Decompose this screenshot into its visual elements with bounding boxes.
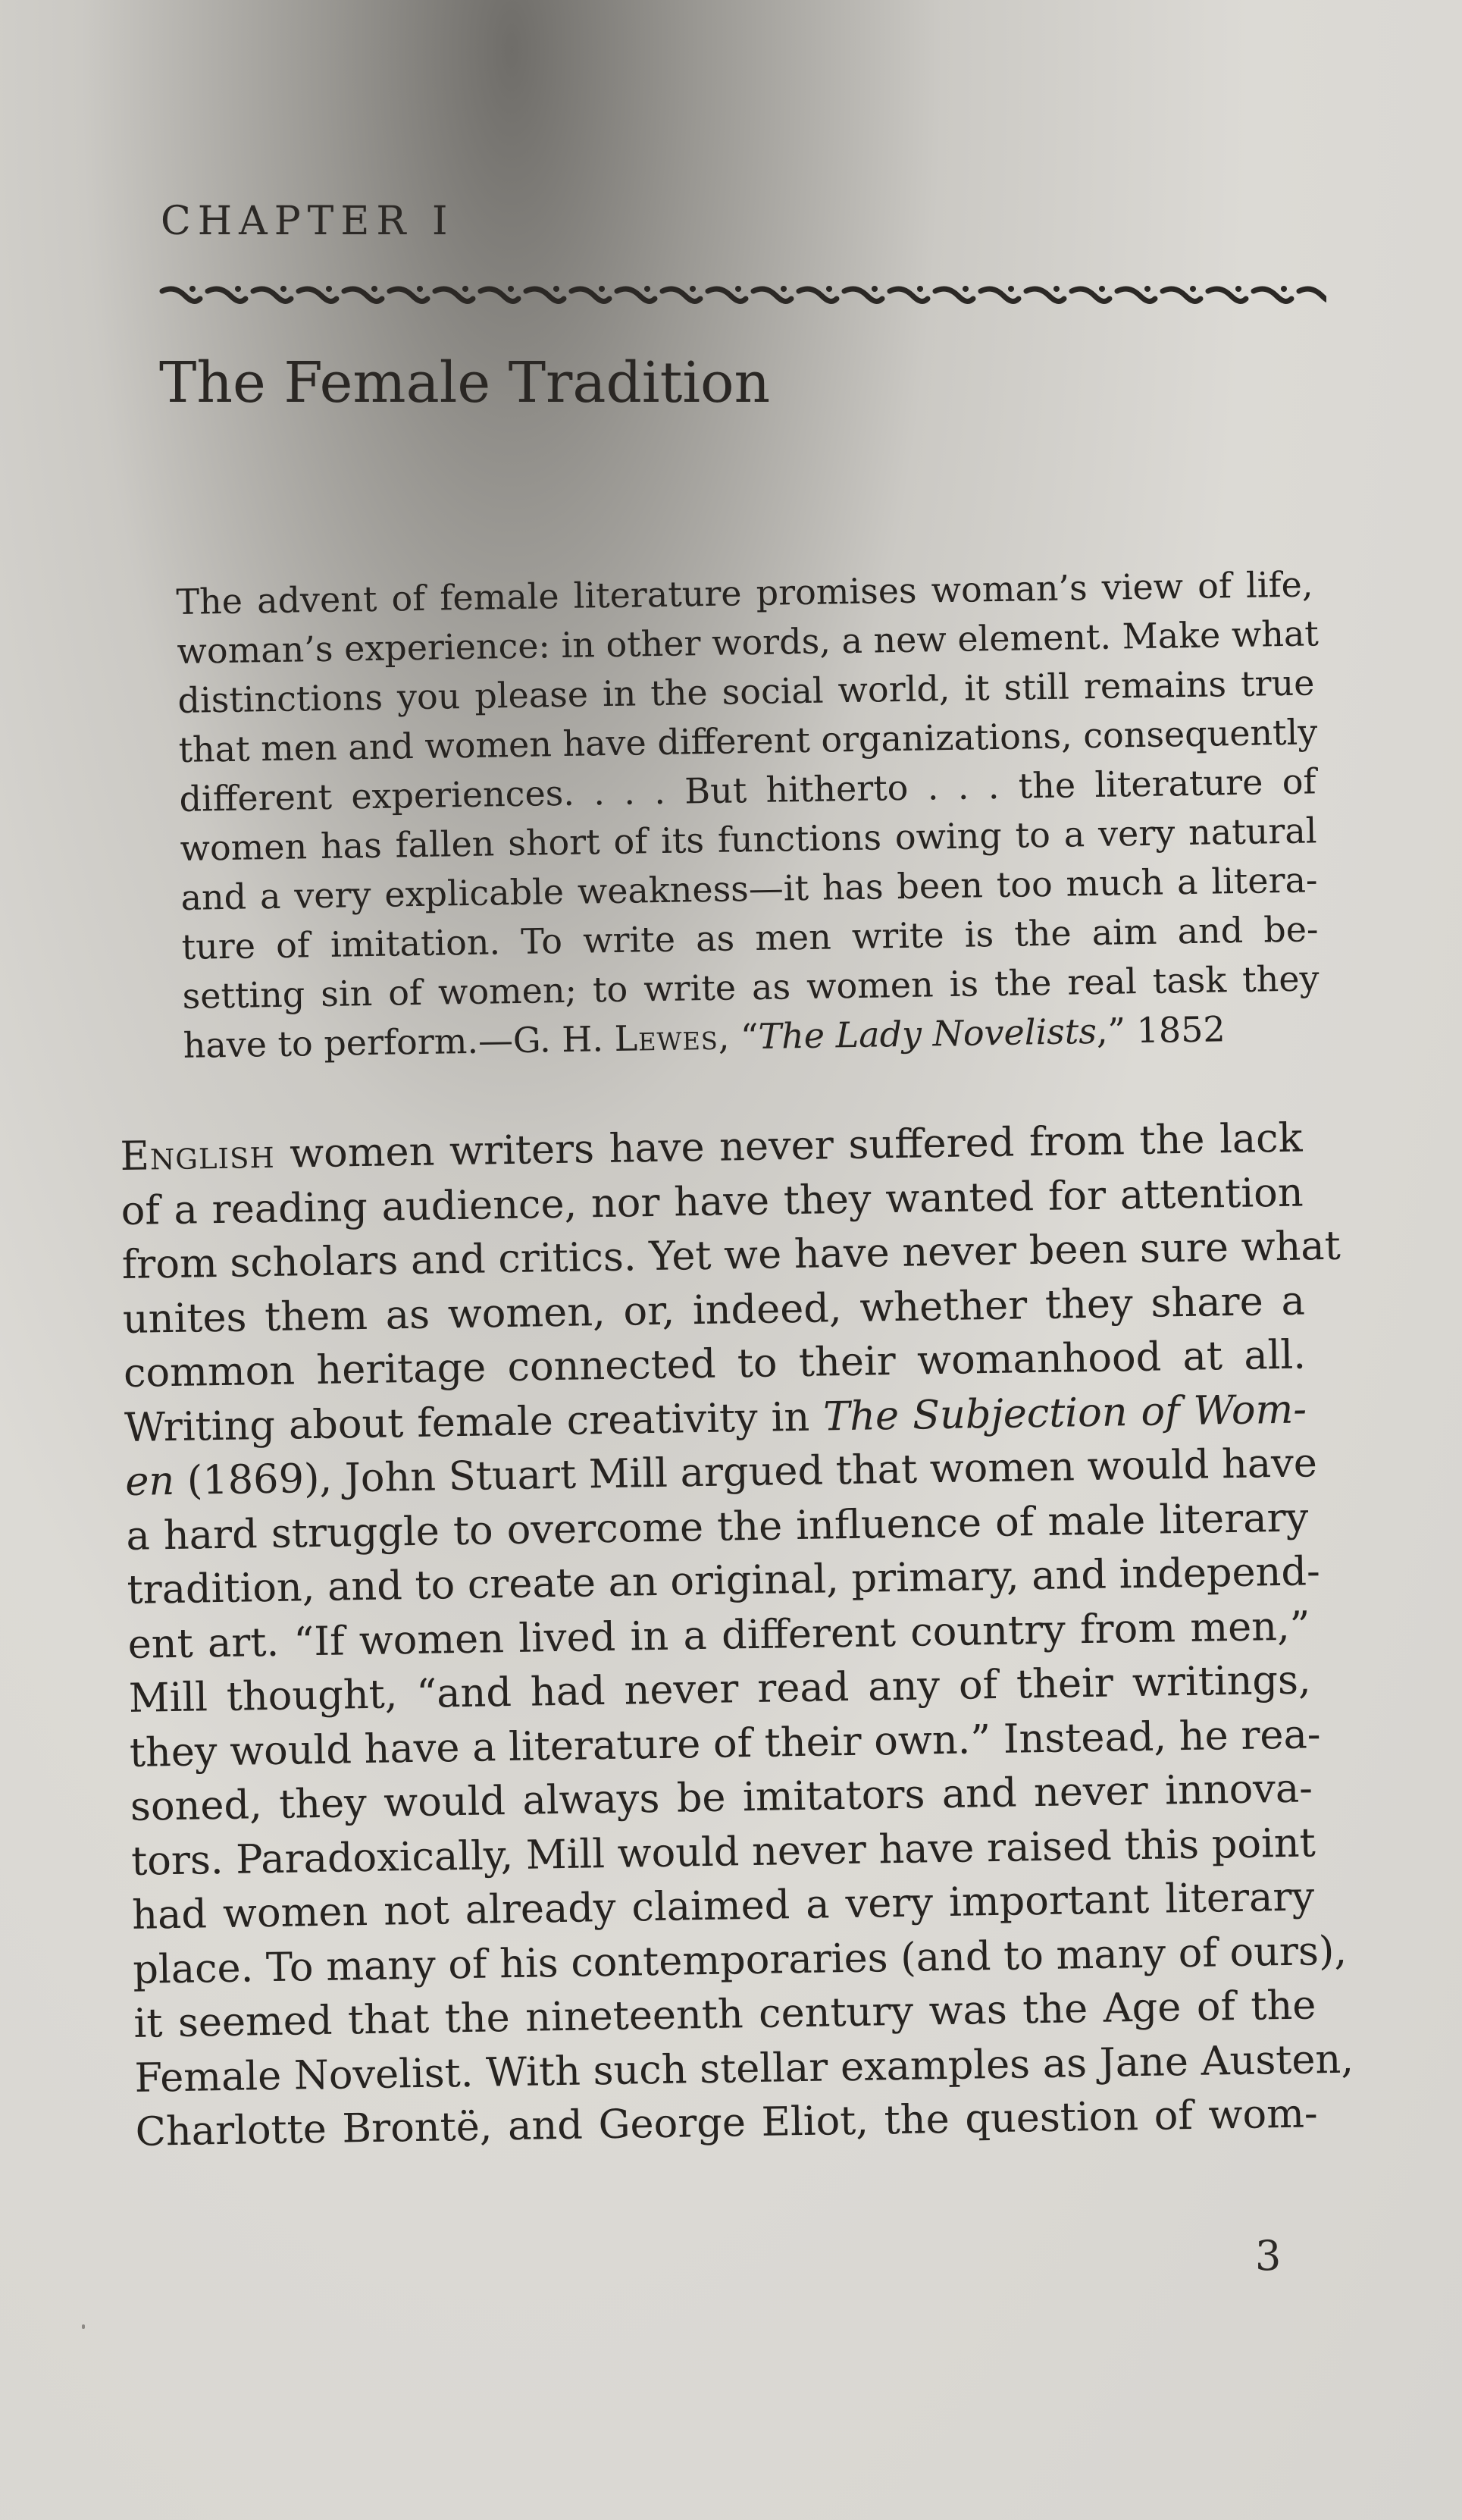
body-line: tors. Paradoxically, Mill would never have raised this point bbox=[130, 1819, 1316, 1885]
page-number: 3 bbox=[1255, 2232, 1282, 2280]
epigraph-line: and a very explicable weakness—it has been too much a litera- bbox=[180, 859, 1318, 918]
work-title: The Lady Novelists bbox=[758, 1010, 1097, 1058]
body-line: from scholars and critics. Yet we have never been sure what bbox=[121, 1222, 1341, 1288]
book-title: The Subjection of Wom- bbox=[822, 1385, 1307, 1440]
epigraph bbox=[176, 559, 1320, 1070]
body-line: a hard struggle to overcome the influence of male literary bbox=[125, 1494, 1309, 1559]
body-line: Charlotte Brontë, and George Eliot, the question of wom- bbox=[135, 2090, 1319, 2155]
body-line: tradition, and to create an original, primary, and independ- bbox=[127, 1548, 1321, 1613]
epigraph-line: setting sin of women; to write as women is the real task they bbox=[182, 958, 1320, 1017]
body-line-text: women writers have never suffered from the lack bbox=[274, 1114, 1303, 1177]
quote-close: ,” 1852 bbox=[1096, 1008, 1226, 1052]
body-line: Mill thought, “and had never read any of their writings, bbox=[128, 1656, 1312, 1722]
epigraph-line: ture of imitation. To write as men write is the aim and be- bbox=[181, 908, 1319, 967]
chapter-label: CHAPTER I bbox=[161, 199, 455, 244]
chapter-title: The Female Tradition bbox=[159, 350, 771, 415]
body-line-text: (1869), John Stuart Mill argued that women would have bbox=[174, 1440, 1318, 1504]
body-line: it seemed that the nineteenth century was the Age of the bbox=[133, 1982, 1316, 2047]
author-name: Lewes bbox=[614, 1016, 719, 1059]
epigraph-line: woman’s experience: in other words, a new element. Make what bbox=[177, 613, 1320, 672]
epigraph-line: different experiences. . . . But hitherto . . . the literature of bbox=[179, 760, 1316, 820]
epigraph-line: that men and women have different organizations, consequently bbox=[178, 711, 1318, 770]
lead-word: English bbox=[120, 1130, 276, 1180]
attribution-prefix: have to perform.—G. H. bbox=[183, 1017, 615, 1066]
body-line: they would have a literature of their own.” Instead, he rea- bbox=[129, 1710, 1321, 1776]
body-line: soned, they would always be imitators and never innova- bbox=[130, 1765, 1313, 1830]
body-line-text: Writing about female creativity in bbox=[124, 1393, 824, 1451]
body-paragraph bbox=[120, 1111, 1354, 2159]
decorative-rule bbox=[159, 282, 1326, 309]
body-line: unites them as women, or, indeed, whether they share a bbox=[122, 1277, 1306, 1343]
body-line: of a reading audience, nor have they wanted for attention bbox=[121, 1168, 1304, 1234]
book-title: en bbox=[124, 1457, 175, 1505]
epigraph-line: distinctions you please in the social world, it still remains true bbox=[177, 662, 1315, 721]
body-line: had women not already claimed a very important literary bbox=[131, 1873, 1315, 1939]
epigraph-line: The advent of female literature promises woman’s view of life, bbox=[176, 563, 1313, 622]
body-line: Female Novelist. With such stellar examples as Jane Austen, bbox=[134, 2036, 1354, 2102]
quote-open: , “ bbox=[718, 1016, 759, 1058]
body-line: common heritage connected to their womanhood at all. bbox=[123, 1331, 1307, 1396]
paper-speck bbox=[82, 2324, 85, 2329]
epigraph-line: women has fallen short of its functions owing to a very natural bbox=[180, 810, 1317, 869]
body-line: ent art. “If women lived in a different country from men,” bbox=[127, 1602, 1310, 1668]
body-line: place. To many of his contemporaries (and to many of ours), bbox=[132, 1927, 1348, 1993]
